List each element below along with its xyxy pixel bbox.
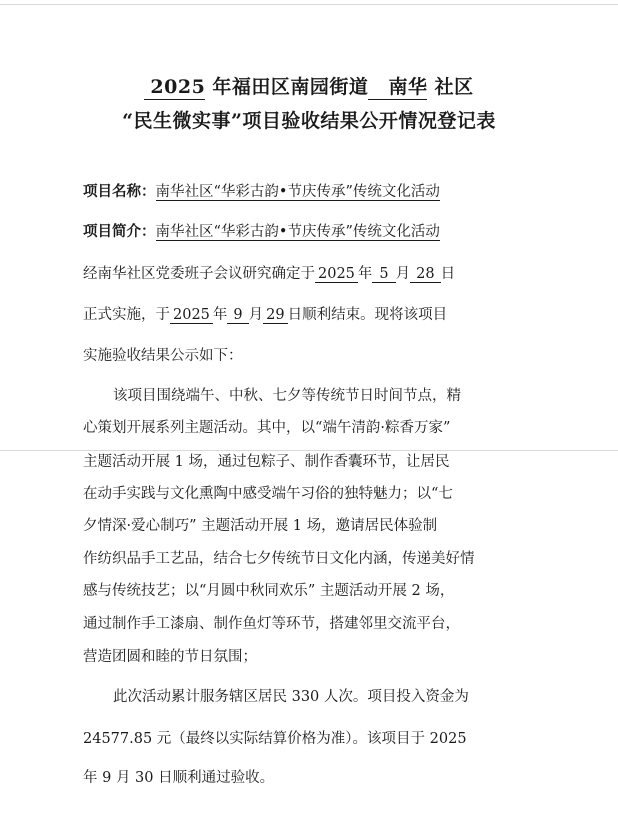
intro-line-1 (83, 264, 455, 284)
project-name-value: 南华社区“华彩古韵•节庆传承”传统文化活动 (155, 184, 440, 200)
scan-line-top (0, 4, 618, 5)
project-brief-value: 南华社区“华彩古韵•节庆传承”传统文化活动 (155, 224, 440, 240)
start-day: 28 (410, 266, 440, 283)
intro-text-a4: 日 (440, 266, 456, 282)
start-year: 2025 (315, 266, 358, 283)
project-brief-label: 项目简介： (83, 224, 156, 240)
para2-line-1: 此次活动累计服务辖区居民 330 人次。项目投入资金为 (113, 689, 469, 705)
para1-line-8: 通过制作手工漆扇、制作鱼灯等环节，搭建邻里交流平台， (83, 616, 460, 632)
para2-line-2: 24577.85 元（最终以实际结算价格为准）。该项目于 2025 (83, 731, 467, 747)
start-month: 5 (372, 266, 395, 283)
title-community-suffix: 社区 (427, 76, 474, 98)
project-name-row (83, 182, 440, 202)
project-brief-row (83, 222, 440, 242)
end-month: 9 (227, 307, 248, 324)
para1-line-7: 感与传统技艺；以“月圆中秋同欢乐” 主题活动开展 2 场， (83, 583, 455, 599)
intro-text-a1: 经南华社区党委班子会议研究确定于 (83, 266, 315, 282)
page-title-line-1 (0, 72, 618, 100)
para1-line-3: 主题活动开展 1 场，通过包粽子、制作香囊环节，让居民 (83, 454, 450, 470)
scan-line-middle (0, 450, 618, 451)
intro-text-a3: 月 (395, 266, 411, 282)
para1-line-9: 营造团圆和睦的节日氛围； (83, 649, 257, 665)
title-year: 2025 (144, 77, 205, 100)
intro-text-b1: 正式实施，于 (83, 307, 170, 323)
title-community: 南华 (368, 77, 427, 100)
intro-text-b3: 月 (248, 307, 264, 323)
intro-line-2 (83, 305, 447, 325)
intro-text-a2: 年 (357, 266, 373, 282)
para1-line-5: 夕情深·爱心制巧” 主题活动开展 1 场，邀请居民体验制 (83, 518, 438, 534)
intro-text-b4: 日顺利结束。现将该项目 (287, 307, 448, 323)
intro-text-b2: 年 (212, 307, 228, 323)
para2-line-3: 年 9 月 30 日顺利通过验收。 (83, 770, 275, 786)
end-day: 29 (263, 307, 287, 324)
para1-line-4: 在动手实践与文化熏陶中感受端午习俗的独特魅力；以“七 (83, 486, 453, 502)
para1-line-2: 心策划开展系列主题活动。其中，以“端午清韵·粽香万家” (83, 420, 451, 436)
para1-line-1: 该项目围绕端午、中秋、七夕等传统节日时间节点，精 (113, 388, 461, 404)
page-title-line-2: “民生微实事”项目验收结果公开情况登记表 (122, 110, 496, 132)
para1-line-6: 作纺织品手工艺品，结合七夕传统节日文化内涵，传递美好情 (83, 551, 475, 567)
title-year-suffix: 年福田区南园街道 (205, 76, 369, 98)
intro-line-3: 实施验收结果公示如下： (83, 348, 243, 364)
project-name-label: 项目名称： (83, 184, 156, 200)
end-year: 2025 (170, 307, 213, 324)
